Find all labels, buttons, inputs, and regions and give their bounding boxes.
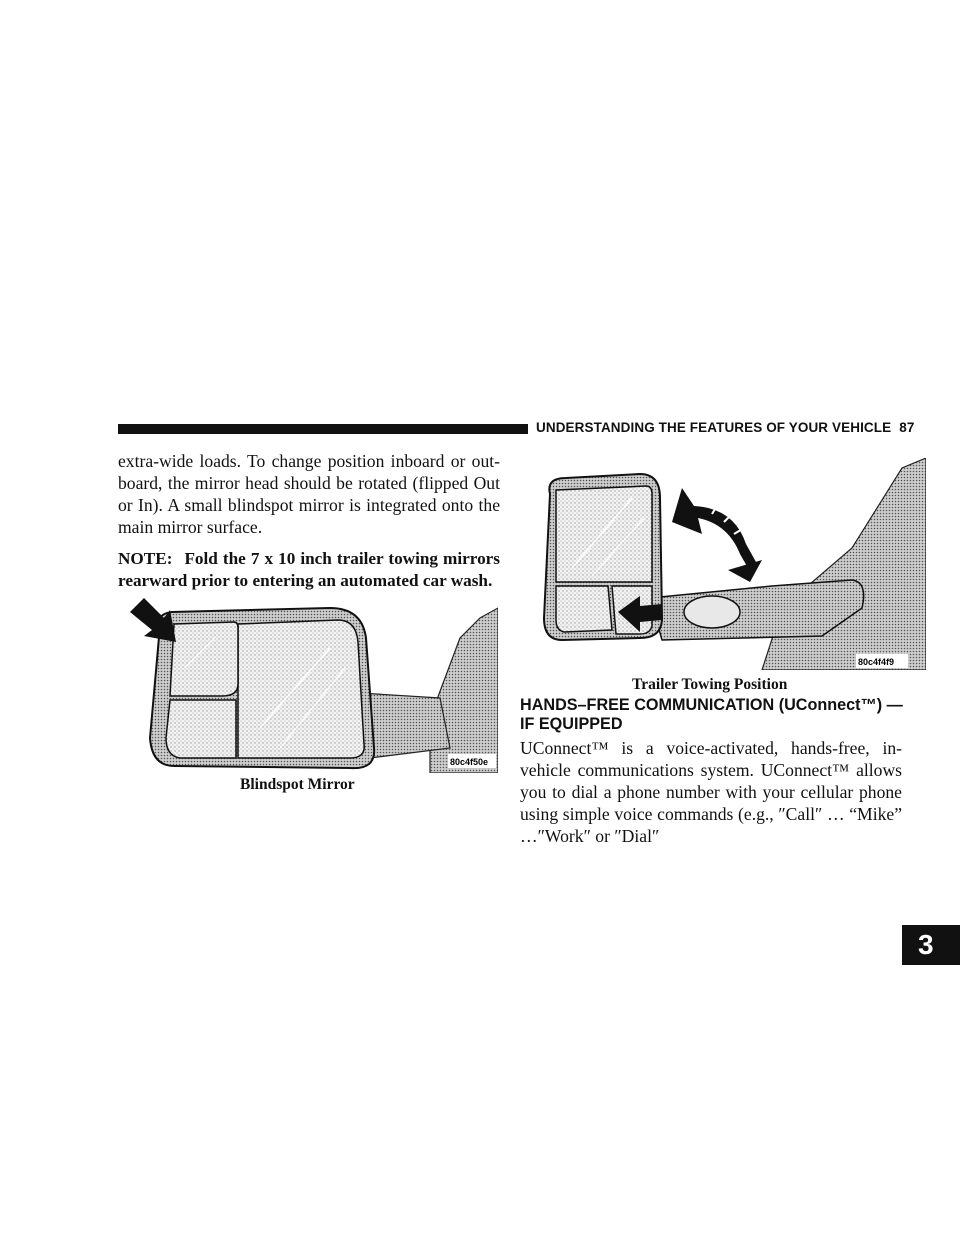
trailer-towing-illustration bbox=[522, 458, 926, 670]
trailer-towing-figure bbox=[522, 458, 926, 670]
body-paragraph: extra-wide loads. To change position inboard or out-board, the mirror head should be rotated (flipped Out or In). A small blindspot mirror is integrated onto the main mirror surface. bbox=[118, 451, 500, 537]
running-header bbox=[536, 420, 914, 435]
figure-code: 80c4f4f9 bbox=[858, 657, 895, 667]
right-column bbox=[520, 737, 902, 847]
section-heading: HANDS–FREE COMMUNICATION (UConnect™) — IF EQUIPPED bbox=[520, 696, 903, 733]
figure-code: 80c4f50e bbox=[450, 757, 489, 767]
blindspot-mirror-figure bbox=[130, 598, 498, 773]
left-column bbox=[118, 450, 500, 592]
header-rule bbox=[118, 424, 528, 434]
page-number: 87 bbox=[899, 420, 915, 435]
blindspot-mirror-illustration bbox=[130, 598, 498, 773]
trailer-caption: Trailer Towing Position bbox=[632, 676, 788, 693]
header-title: UNDERSTANDING THE FEATURES OF YOUR VEHICLE bbox=[536, 420, 892, 435]
note-label: NOTE: bbox=[118, 549, 173, 568]
note bbox=[118, 548, 500, 592]
uconnect-paragraph: UConnect™ is a voice-activated, hands-free, in- vehicle communications system. UConnect™ allows you to dial a phone number with your cellular phone using simple voice commands (e.g., ″Call″ … “Mike” …″Work″ or ″Dial″ bbox=[520, 738, 902, 846]
blindspot-caption: Blindspot Mirror bbox=[240, 776, 355, 793]
note-text: Fold the 7 x 10 inch trailer towing mirrors rearward prior to entering an automated car wash. bbox=[118, 549, 500, 590]
chapter-tab: 3 bbox=[902, 925, 960, 965]
arrow-icon bbox=[130, 598, 176, 642]
